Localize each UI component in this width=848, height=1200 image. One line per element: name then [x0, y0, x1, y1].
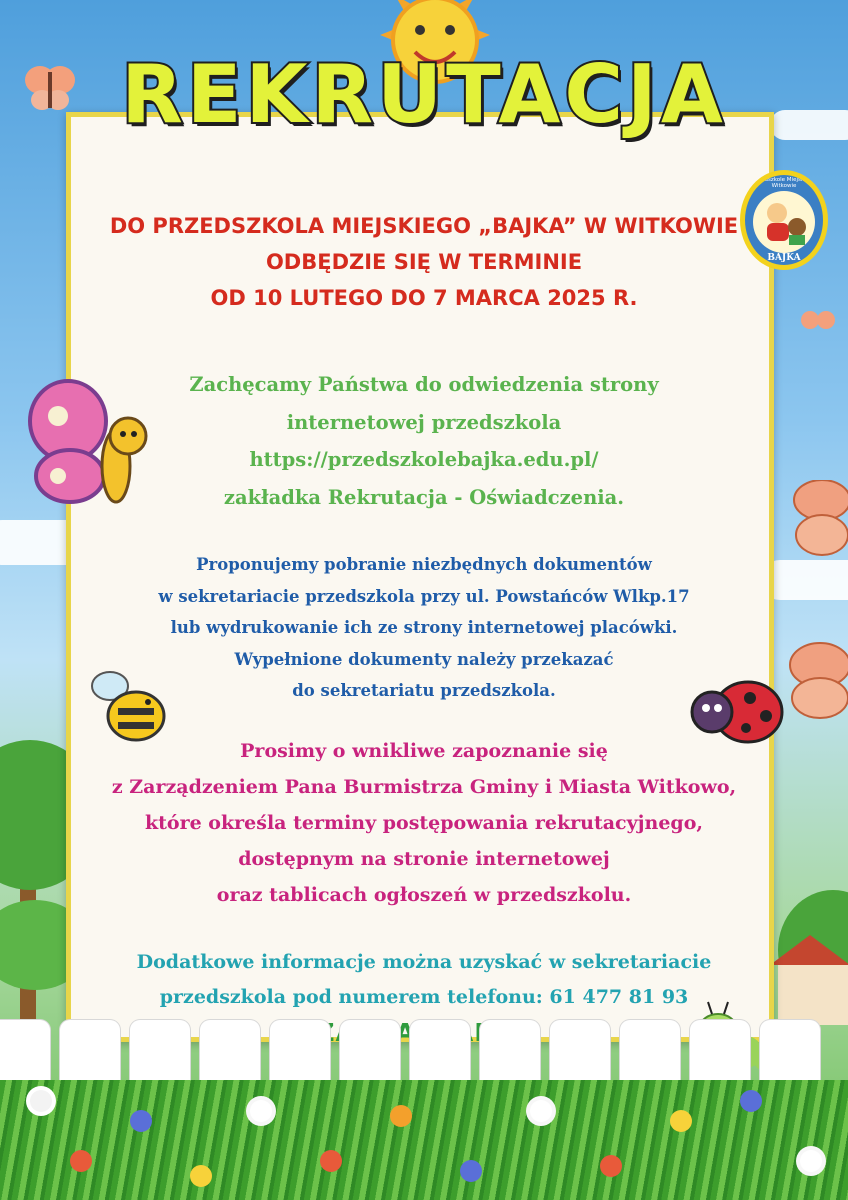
contact-info-line: przedszkola pod numerem telefonu: 61 477 81 93	[159, 986, 689, 1008]
flower-icon	[70, 1150, 92, 1172]
page-title: REKRUTACJA	[121, 48, 727, 141]
butterfly-icon	[792, 480, 848, 560]
flower-icon	[600, 1155, 622, 1177]
regulation-info-line: które określa terminy postępowania rekrutacyjnego,	[144, 812, 703, 834]
regulation-info-line: dostępnym na stronie internetowej	[238, 848, 610, 870]
flower-icon	[670, 1110, 692, 1132]
logo-top-text: Przedszkole Miejskie w Witkowie	[752, 177, 816, 189]
website-info-line: zakładka Rekrutacja - Oświadczenia.	[223, 485, 625, 509]
butterfly-icon	[800, 308, 836, 338]
announcement-line: OD 10 LUTEGO DO 7 MARCA 2025 R.	[210, 286, 638, 310]
documents-info-line: Wypełnione dokumenty należy przekazać	[234, 649, 614, 669]
announcement-line: DO PRZEDSZKOLA MIEJSKIEGO „BAJKA” W WITKOWIE	[109, 214, 739, 238]
regulation-info-line: z Zarządzeniem Pana Burmistrza Gminy i Miasta Witkowo,	[111, 776, 737, 798]
butterfly-icon	[22, 62, 78, 114]
flower-icon	[390, 1105, 412, 1127]
website-info-line: Zachęcamy Państwa do odwiedzenia strony	[189, 373, 659, 396]
flower-icon	[460, 1160, 482, 1182]
documents-info-line: w sekretariacie przedszkola przy ul. Powstańców Wlkp.17	[158, 586, 690, 606]
documents-info-text	[66, 549, 782, 707]
documents-info-line: lub wydrukowanie ich ze strony internetowej placówki.	[170, 618, 678, 637]
butterfly-icon	[780, 640, 848, 720]
flower-icon	[740, 1090, 762, 1112]
flower-icon	[130, 1110, 152, 1132]
website-info-line: internetowej przedszkola	[286, 410, 562, 434]
documents-info-line: do sekretariatu przedszkola.	[292, 681, 556, 700]
flower-icon	[250, 1100, 272, 1122]
website-link[interactable]: https://przedszkolebajka.edu.pl/	[249, 448, 599, 471]
flower-icon	[320, 1150, 342, 1172]
announcement-text	[66, 208, 782, 316]
flower-icon	[30, 1090, 52, 1112]
logo-bottom-text: BAJKA	[767, 253, 801, 263]
documents-info-line: Proponujemy pobranie niezbędnych dokumentów	[196, 555, 652, 574]
contact-info-text	[66, 945, 782, 1015]
flower-icon	[800, 1150, 822, 1172]
website-info-text	[66, 366, 782, 516]
regulation-info-line: oraz tablicach ogłoszeń w przedszkolu.	[216, 884, 632, 906]
regulation-info-text	[66, 733, 782, 913]
contact-info-line: Dodatkowe informacje można uzyskać w sekretariacie	[136, 951, 712, 973]
grass	[0, 1080, 848, 1200]
regulation-info-line: Prosimy o wnikliwe zapoznanie się	[240, 740, 608, 762]
flower-icon	[530, 1100, 552, 1122]
flower-icon	[190, 1165, 212, 1187]
announcement-line: ODBĘDZIE SIĘ W TERMINIE	[265, 250, 583, 274]
